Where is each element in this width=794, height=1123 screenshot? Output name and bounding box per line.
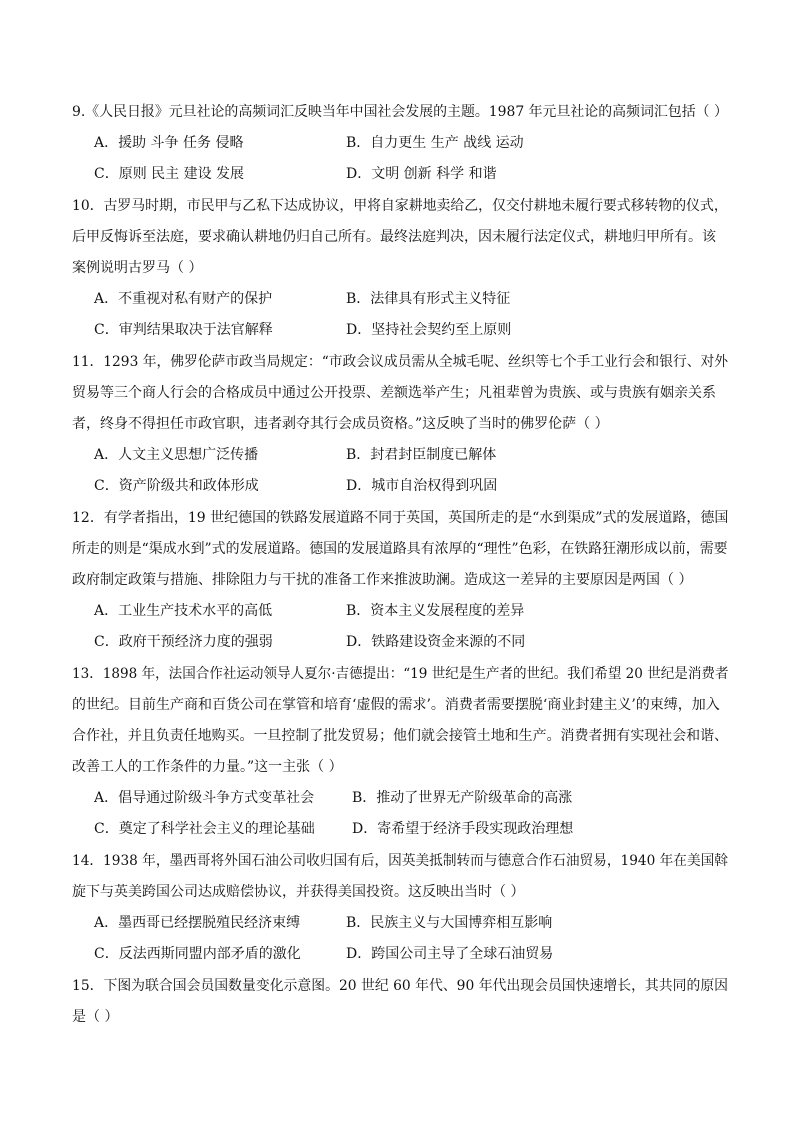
question-15-line-1: 15．下图为联合国会员国数量变化示意图。20 世纪 60 年代、90 年代出现会员国快速增长，其共同的原因 [72,978,729,994]
question-11-option-c: C．资产阶级共和政体形成 [94,478,259,494]
question-14-line-1: 14．1938 年，墨西哥将外国石油公司收归国有后，因英美抵制转而与德意合作石油贸易，1940 年在美国斡 [72,853,728,869]
question-10-option-c: C．审判结果取决于法官解释 [94,322,273,338]
question-12-option-d: D．铁路建设资金来源的不同 [346,634,526,650]
question-15-line-2: 是（ ） [72,1009,119,1025]
question-11-option-b: B．封君封臣制度已解体 [346,447,497,463]
question-12-line-3: 政府制定政策与措施、排除阻力与干扰的准备工作来推波助澜。造成这一差异的主要原因是两国（ ） [72,572,693,588]
question-10-line-1: 10．古罗马时期，市民甲与乙私下达成协议，甲将自家耕地卖给乙，仅交付耕地未履行要式移转物的仪式， [72,198,728,214]
question-11-option-a: A．人文主义思想广泛传播 [94,447,259,463]
question-13-option-b: B．推动了世界无产阶级革命的高涨 [352,790,573,806]
question-9-line-1: 9.《人民日报》元旦社论的高频词汇反映当年中国社会发展的主题。1987 年元旦社论的高频词汇包括（ ） [72,104,728,120]
question-9-option-a: A．援助 斗争 任务 侵略 [94,135,244,151]
question-14-option-a: A．墨西哥已经摆脱殖民经济束缚 [94,915,301,931]
question-11-line-2: 贸易等三个商人行会的合格成员中通过公开投票、差额选举产生；凡祖辈曾为贵族、或与贵族有姻亲关系 [72,385,716,401]
question-12-option-c: C．政府干预经济力度的强弱 [94,634,273,650]
question-11-option-d: D．城市自治权得到巩固 [346,478,498,494]
question-10-line-2: 后甲反悔诉至法庭，要求确认耕地仍归自己所有。最终法庭判决，因未履行法定仪式，耕地归甲所有。该 [72,229,716,245]
question-12-option-b: B．资本主义发展程度的差异 [346,603,525,619]
question-12-option-a: A．工业生产技术水平的高低 [94,603,273,619]
question-14-line-2: 旋下与英美跨国公司达成赔偿协议，并获得美国投资。这反映出当时（ ） [72,884,525,900]
question-12-line-1: 12．有学者指出，19 世纪德国的铁路发展道路不同于英国，英国所走的是“水到渠成”式的发展道路，德国 [72,510,729,526]
question-9-option-d: D．文明 创新 科学 和谐 [346,166,497,182]
question-11-line-1: 11．1293 年，佛罗伦萨市政当局规定：“市政会议成员需从全城毛呢、丝织等七个手工业行会和银行、对外 [72,354,729,370]
question-13-line-3: 合作社，并且负责任地购买。一旦控制了批发贸易；他们就会接管土地和生产。消费者拥有实现社会和谐、 [72,728,729,744]
question-13-option-a: A．倡导通过阶级斗争方式变革社会 [94,790,315,806]
question-13-line-1: 13．1898 年，法国合作社运动领导人夏尔·吉德提出：“19 世纪是生产者的世纪。我们希望 20 世纪是消费者 [72,666,729,682]
question-13-option-c: C．奠定了科学社会主义的理论基础 [94,821,315,837]
question-10-option-d: D．坚持社会契约至上原则 [346,322,512,338]
question-11-line-3: 者，终身不得担任市政官职，违者剥夺其行会成员资格。”这反映了当时的佛罗伦萨（ ） [72,416,609,432]
question-10-option-a: A．不重视对私有财产的保护 [94,291,273,307]
question-12-line-2: 所走的则是“渠成水到”式的发展道路。德国的发展道路具有浓厚的“理性”色彩，在铁路狂潮形成以前，需要 [72,541,728,557]
question-13-line-4: 改善工人的工作条件的力量。”这一主张（ ） [72,759,343,775]
question-14-option-d: D．跨国公司主导了全球石油贸易 [346,946,554,962]
question-9-option-b: B．自力更生 生产 战线 运动 [346,135,524,151]
question-10-option-b: B．法律具有形式主义特征 [346,291,511,307]
question-10-line-3: 案例说明古罗马（ ） [72,260,203,276]
question-13-option-d: D．寄希望于经济手段实现政治理想 [352,821,574,837]
question-14-option-b: B．民族主义与大国博弈相互影响 [346,915,553,931]
question-13-line-2: 的世纪。目前生产商和百货公司在掌管和培育‘虚假的需求’。消费者需要摆脱‘商业封建主义’的束缚，加入 [72,697,720,713]
question-14-option-c: C．反法西斯同盟内部矛盾的激化 [94,946,301,962]
question-9-option-c: C．原则 民主 建设 发展 [94,166,245,182]
